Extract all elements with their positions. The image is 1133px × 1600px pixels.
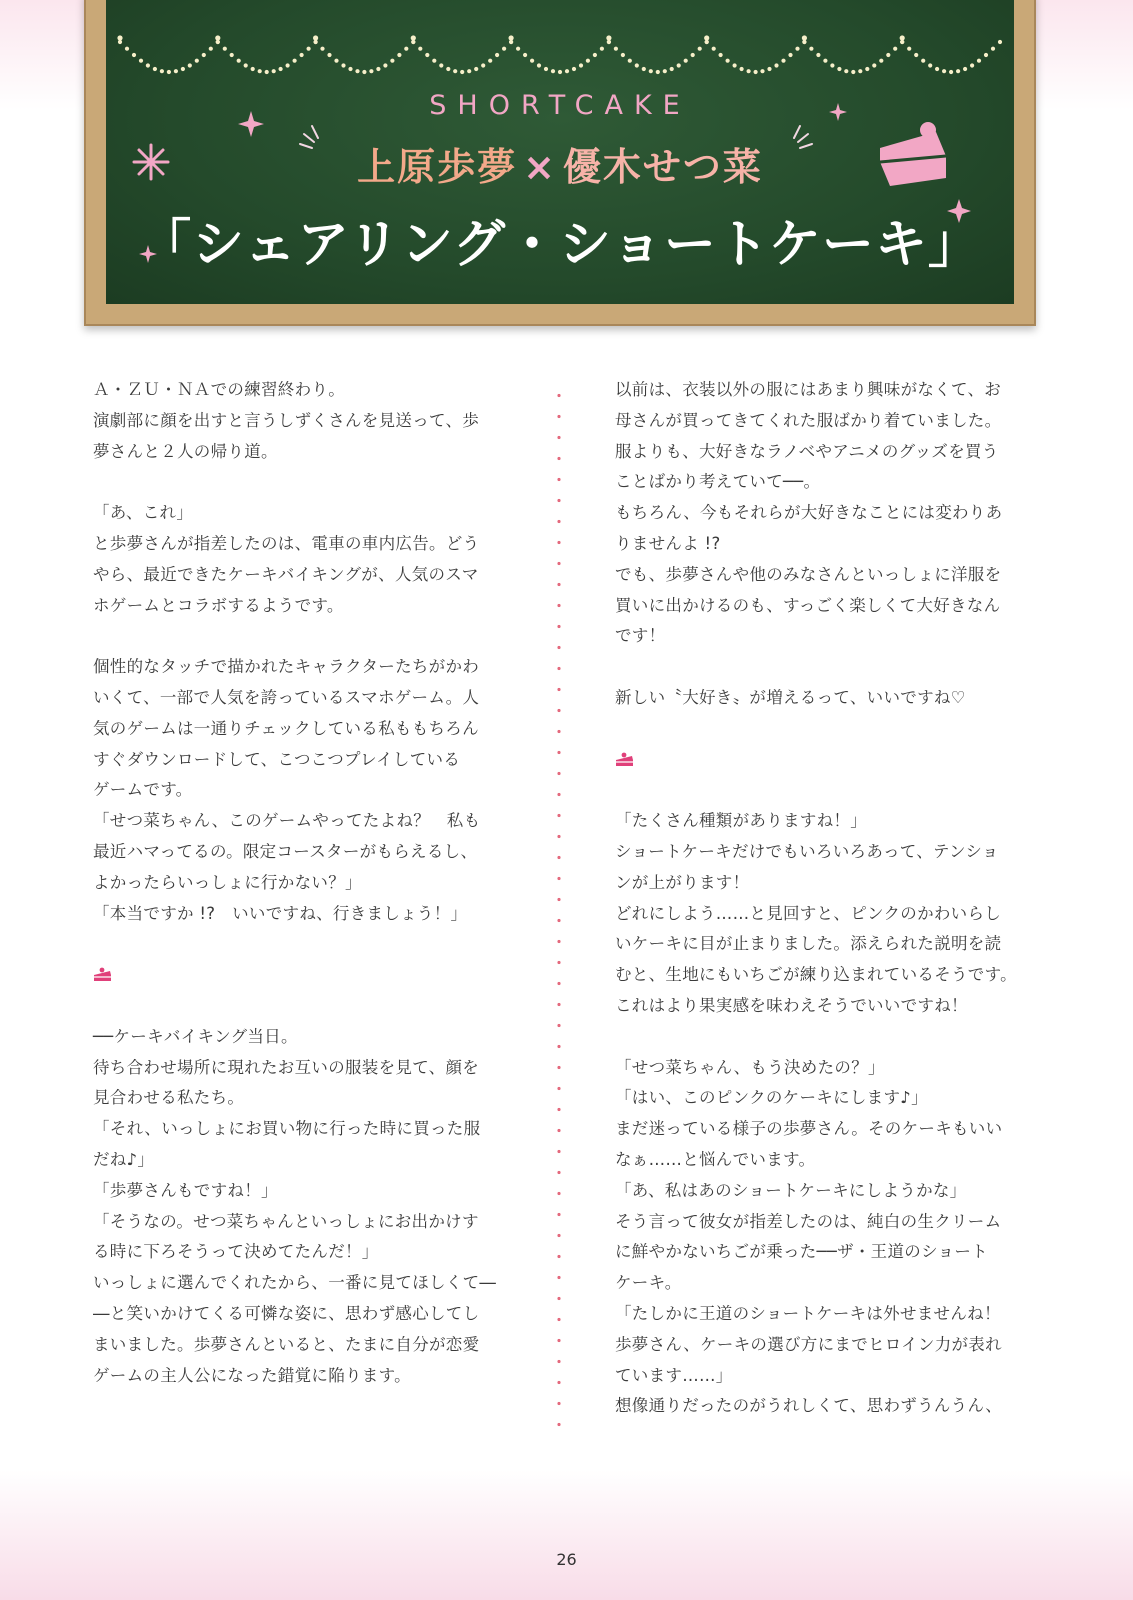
paragraph-spacer: [93, 991, 523, 1022]
paragraph-spacer: [615, 652, 1045, 683]
paragraph: 演劇部に顔を出すと言うしずくさんを見送って、歩 夢さんと２人の帰り道。: [93, 410, 480, 461]
cake-divider-icon: [615, 745, 1045, 776]
paragraph: 以前は、衣装以外の服にはあまり興味がなくて、お 母さんが買ってきてくれた服ばかり着ていました。 服よりも、大好きなラノベやアニメのグッズを買う ことばかり考えていて──。: [615, 380, 1002, 492]
right-text-column: [615, 375, 1045, 1422]
paragraph: いっしょに選んでくれたから、一番に見てほしくて― ―と笑いかけてくる可憐な姿に、思わず感心してし まいました。歩夢さんといると、たまに自分が恋愛 ゲームの主人公になった錯覚に陥ります。: [93, 1273, 497, 1385]
paragraph-spacer: [615, 1022, 1045, 1053]
paragraph: 「それ、いっしょにお買い物に行った時に買った服 だね♪」: [93, 1119, 481, 1169]
name-left: 上原歩夢: [357, 145, 518, 189]
paragraph: もちろん、今もそれらが大好きなことには変わりあ りませんよ !?: [615, 503, 1003, 553]
paragraph: まだ迷っている様子の歩夢さん。そのケーキもいい なぁ……と悩んでいます。: [615, 1119, 1003, 1169]
paragraph-spacer: [93, 621, 523, 652]
paragraph: 「たくさん種類がありますね！」: [615, 811, 867, 831]
paragraph: 想像通りだったのがうれしくて、思わずうんうん、: [615, 1396, 1003, 1416]
paragraph: 「せつ菜ちゃん、このゲームやってたよね？ 私も 最近ハマってるの。限定コースターがもらえるし、 よかったらいっしょに行かない？」: [93, 811, 481, 892]
paragraph: 「はい、このピンクのケーキにします♪」: [615, 1088, 928, 1108]
paragraph-spacer: [93, 467, 523, 498]
cake-divider-icon: [93, 960, 523, 991]
paragraph: ──ケーキバイキング当日。: [93, 1026, 298, 1046]
kicker-label: SHORTCAKE: [429, 90, 691, 121]
paragraph: 「歩夢さんもですね！」: [93, 1180, 278, 1200]
character-names: [106, 136, 1014, 191]
paragraph-spacer: [93, 929, 523, 960]
paragraph: Ａ・ＺＵ・ＮＡでの練習終わり。: [93, 380, 345, 399]
paragraph: どれにしよう……と見回すと、ピンクのかわいらし いケーキに目が止まりました。添えられた説明を読 むと、生地にもいちごが練り込まれているそうです。 これはより果実感を味わえそうでいいですね！: [615, 903, 1017, 1015]
paragraph: 「あ、私はあのショートケーキにしようかな」: [615, 1180, 967, 1200]
page-number: 26: [556, 1550, 577, 1569]
paragraph-spacer: [615, 714, 1045, 745]
paragraph: 「本当ですか !? いいですね、行きましょう！」: [93, 903, 468, 923]
paragraph: 待ち合わせ場所に現れたお互いの服装を見て、顔を 見合わせる私たち。: [93, 1057, 480, 1108]
paragraph: 個性的なタッチで描かれたキャラクターたちがかわ いくて、一部で人気を誇っているスマホゲーム。人 気のゲームは一通りチェックしている私ももちろん すぐダウンロードして、こつこつプレイしている ゲームです。: [93, 657, 480, 800]
chalkboard-header: [84, 0, 1036, 326]
name-right: 優木せつ菜: [562, 145, 763, 189]
paragraph-spacer: [615, 775, 1045, 806]
name-separator: ×: [523, 145, 557, 189]
left-text-column: [93, 375, 523, 1391]
paragraph: ショートケーキだけでもいろいろあって、テンショ ンが上がります！: [615, 841, 999, 892]
dotted-column-divider: [557, 385, 561, 1435]
paragraph: でも、歩夢さんや他のみなさんといっしょに洋服を 買いに出かけるのも、すっごく楽しくて大好きなん です！: [615, 564, 1002, 646]
paragraph: 新しい〝大好き〟が増えるって、いいですね♡: [615, 687, 966, 707]
paragraph: そう言って彼女が指差したのは、純白の生クリーム に鮮やかないちごが乗った──ザ・王道のショート ケーキ。: [615, 1211, 1002, 1293]
paragraph: と歩夢さんが指差したのは、電車の車内広告。どう やら、最近できたケーキバイキングが、人気のスマ ホゲームとコラボするようです。: [93, 533, 480, 615]
paragraph: 「せつ菜ちゃん、もう決めたの？」: [615, 1057, 885, 1077]
paragraph: 「たしかに王道のショートケーキは外せませんね！ 歩夢さん、ケーキの選び方にまでヒロイン力が表れ ています……」: [615, 1303, 1002, 1385]
story-title: 「シェアリング・ショートケーキ」: [139, 214, 981, 275]
paragraph: 「あ、これ」: [93, 503, 194, 523]
paragraph: 「そうなの。せつ菜ちゃんといっしょにお出かけす る時に下ろそうって決めてたんだ！」: [93, 1211, 479, 1262]
chalkboard-surface: [106, 0, 1014, 304]
